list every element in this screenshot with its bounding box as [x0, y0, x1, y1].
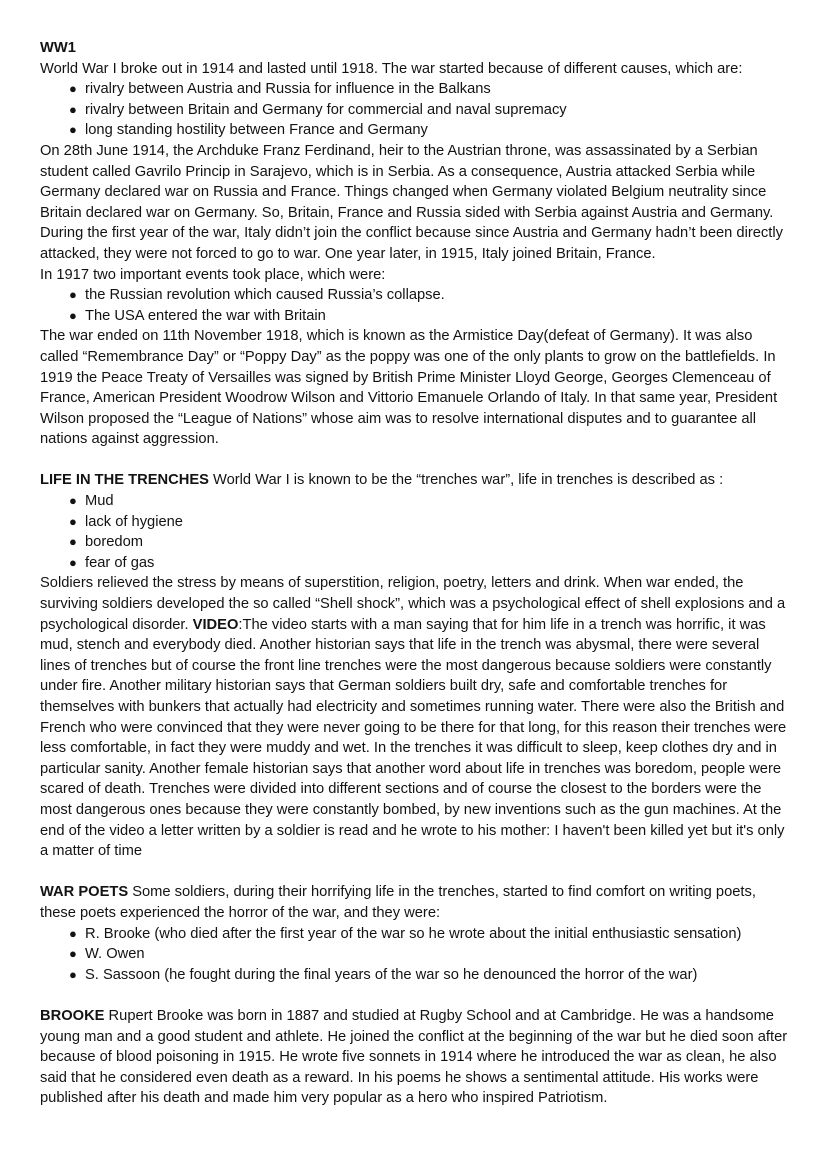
page-title: WW1 — [40, 40, 76, 56]
list-item-label: rivalry between Britain and Germany for commercial and naval supremacy — [85, 101, 567, 118]
trenches-conditions-list — [40, 491, 792, 573]
ww1-1917-intro: In 1917 two important events took place, which were: — [40, 266, 386, 283]
list-item — [40, 306, 792, 327]
bullet-icon: ● — [69, 925, 77, 941]
war-poets-intro-paragraph — [40, 882, 792, 923]
bullet-icon: ● — [69, 946, 77, 962]
list-item — [40, 944, 792, 965]
list-item — [40, 532, 792, 553]
section-brooke — [40, 1006, 792, 1109]
document-body — [40, 38, 792, 1109]
war-poets-intro-text: Some soldiers, during their horrifying life in the trenches, started to find comfort on writing poets, these poets experienced the horror of the war, and they were: — [40, 884, 756, 921]
bullet-icon: ● — [69, 81, 77, 97]
list-item-label: fear of gas — [85, 554, 155, 571]
war-poets-list — [40, 924, 792, 986]
list-item — [40, 120, 792, 141]
list-item-label: Mud — [85, 493, 114, 510]
bullet-icon: ● — [69, 554, 77, 570]
list-item-label: The USA entered the war with Britain — [85, 307, 326, 324]
bullet-icon: ● — [69, 101, 77, 117]
section-ww1 — [40, 38, 792, 450]
brooke-text: Rupert Brooke was born in 1887 and studied at Rugby School and at Cambridge. He was a handsome young man and a good student and athlete. He joined the conflict at the beginning of the war but he died soon after because of blood poisoning in 1915. He wrote five sonnets in 1914 where he introduced the war as clean, he also said that he considered even death as a reward. In his poems he shows a sentimental attitude. His works were published after his death and made him very popular as a hero who inspired Patriotism. — [40, 1007, 788, 1107]
section-war-poets — [40, 882, 792, 985]
list-item-label: rivalry between Austria and Russia for influence in the Balkans — [85, 81, 491, 98]
list-item-label: S. Sassoon (he fought during the final years of the war so he denounced the horror of the war) — [85, 966, 698, 983]
list-item — [40, 79, 792, 100]
video-label: VIDEO — [192, 616, 239, 633]
list-item-label: the Russian revolution which caused Russia’s collapse. — [85, 287, 445, 304]
ww1-1917-events-list — [40, 285, 792, 326]
list-item-label: boredom — [85, 534, 143, 551]
list-item — [40, 965, 792, 986]
section-heading-trenches: LIFE IN THE TRENCHES — [40, 472, 209, 489]
bullet-icon: ● — [69, 534, 77, 550]
trenches-video-paragraph — [40, 573, 792, 861]
list-item — [40, 924, 792, 945]
list-item-label: W. Owen — [85, 946, 145, 963]
bullet-icon: ● — [69, 307, 77, 323]
bullet-icon: ● — [69, 287, 77, 303]
ww1-intro-paragraph: World War I broke out in 1914 and lasted until 1918. The war started because of different causes, which are: — [40, 60, 743, 77]
ww1-assassination-paragraph: On 28th June 1914, the Archduke Franz Ferdinand, heir to the Austrian throne, was assassinated by a Serbian student called Gavrilo Princip in Sarajevo, which is in Serbia. As a consequence, Austria attacked Serbia while Germany declared war on Russia and France. Things changed when Germany violated Belgium neutrality since Britain declared war on Germany. So, Britain, France and Russia sided with Serbia against Austria and Germany. During the first year of the war, Italy didn’t join the conflict because since Austria and Germany hadn’t been directly attacked, they were not forced to go to war. One year later, in 1915, Italy joined Britain, France. — [40, 142, 783, 262]
list-item-label: R. Brooke (who died after the first year of the war so he wrote about the initial enthusiastic sensation) — [85, 925, 742, 942]
trenches-shellshock-text: Soldiers relieved the stress by means of superstition, religion, poetry, letters and drink. When war ended, the surviving soldiers developed the so called “Shell shock”, which was a psychological effect of shell explosions and a psychological disorder. — [40, 575, 786, 633]
brooke-paragraph — [40, 1006, 792, 1109]
list-item — [40, 285, 792, 306]
section-life-in-the-trenches — [40, 470, 792, 861]
bullet-icon: ● — [69, 493, 77, 509]
section-heading-war-poets: WAR POETS — [40, 884, 129, 901]
ww1-causes-list — [40, 79, 792, 141]
trenches-intro-paragraph — [40, 470, 792, 491]
list-item-label: lack of hygiene — [85, 513, 183, 530]
ww1-armistice-paragraph: The war ended on 11th November 1918, which is known as the Armistice Day(defeat of Germany). It was also called “Remembrance Day” or “Poppy Day” as the poppy was one of the only plants to grow on the battlefields. In 1919 the Peace Treaty of Versailles was signed by British Prime Minister Lloyd George, Georges Clemenceau of France, American President Woodrow Wilson and Vittorio Emanuele Orlando of Italy. In that same year, President Wilson proposed the “League of Nations” whose aim was to resolve international disputes and to guarantee all nations against aggression. — [40, 328, 778, 448]
trenches-intro-text: World War I is known to be the “trenches war”, life in trenches is described as : — [208, 472, 724, 489]
video-summary-text: :The video starts with a man saying that for him life in a trench was horrific, it was mud, stench and everybody died. Another historian says that life in the trench was abysmal, there were several lines of trenches but of course the front line trenches were the most dangerous because soldiers were constantly under fire. Another military historian says that German soldiers built dry, safe and comfortable trenches for themselves with bunkers that actually had electricity and sometimes running water. There were also the British and French who were convinced that they were never going to be there for that long, for this reason their trenches were less comfortable, in fact they were muddy and wet. In the trenches it was difficult to sleep, keep clothes dry and in particular sanity. Another female historian says that another word about life in trenches was boredom, people were scared of death. Trenches were divided into different sections and of course the closest to the borders were the most dangerous ones because they were constantly bombed, by new inventions such as the gun machines. At the end of the video a letter written by a soldier is read and he wrote to his mother: I haven't been killed yet but it's only a matter of time — [40, 616, 787, 860]
list-item — [40, 100, 792, 121]
bullet-icon: ● — [69, 966, 77, 982]
bullet-icon: ● — [69, 122, 77, 138]
list-item — [40, 491, 792, 512]
bullet-icon: ● — [69, 513, 77, 529]
section-heading-brooke: BROOKE — [40, 1007, 105, 1024]
list-item-label: long standing hostility between France and Germany — [85, 122, 428, 139]
list-item — [40, 553, 792, 574]
list-item — [40, 512, 792, 533]
